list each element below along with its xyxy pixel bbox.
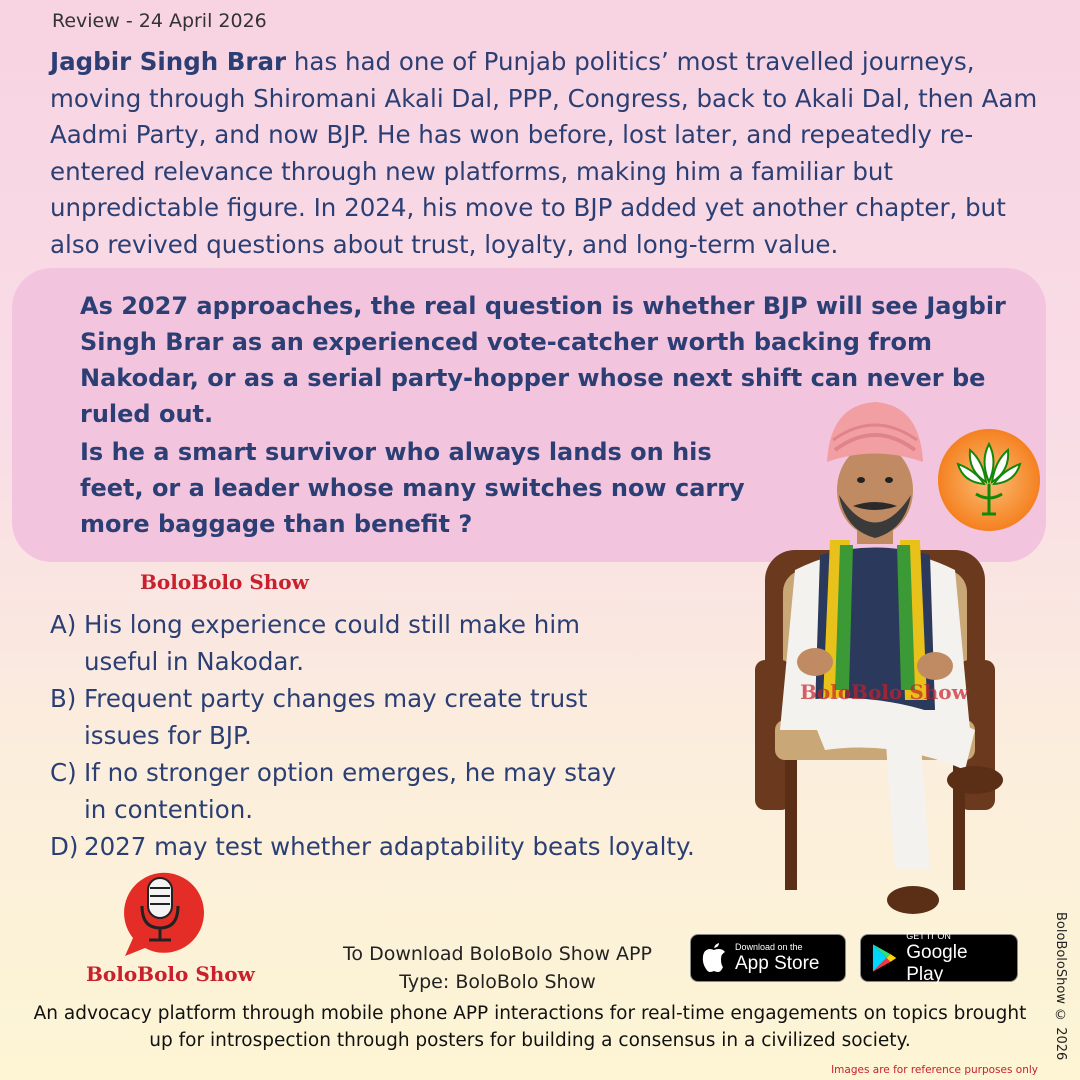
option-text: His long experience could still make him useful in Nakodar. (84, 610, 580, 676)
download-line-1: To Download BoloBolo Show APP (343, 943, 652, 965)
intro-name: Jagbir Singh Brar (50, 47, 287, 76)
app-store-label: App Store (735, 952, 820, 974)
watermark: BoloBolo Show (800, 680, 969, 704)
intro-paragraph (50, 44, 1050, 263)
app-store-small-label: Download on the (735, 941, 803, 952)
option-letter: A) (50, 610, 77, 639)
option-d[interactable] (50, 828, 750, 865)
intro-text: has had one of Punjab politics’ most travelled journeys, moving through Shiromani Akali Dal, PPP, Congress, back to Akali Dal, then Aam Aadmi Party, and now BJP. He has won before, lost later, and repeatedly re-entered relevance through new platforms, making him a familiar but unpredictable figure. In 2024, his move to BJP added yet another chapter, but also revived questions about trust, loyalty, and long-term value. (50, 47, 1038, 259)
microphone-icon (115, 868, 205, 958)
google-play-icon (871, 943, 898, 973)
option-letter: D) (50, 832, 79, 861)
option-letter: C) (50, 758, 77, 787)
option-c[interactable] (50, 754, 750, 828)
footer-text: An advocacy platform through mobile phone APP interactions for real-time engagements on topics brought up for introspection through posters for building a consensus in a civilized society. (33, 1003, 1027, 1051)
disclaimer: Images are for reference purposes only (831, 1064, 1038, 1076)
question-para-1: As 2027 approaches, the real question is whether BJP will see Jagbir Singh Brar as an experienced vote-catcher worth backing from Nakodar, or as a serial party-hopper whose next shift can never be ruled out. (80, 292, 1006, 428)
option-a[interactable] (50, 606, 750, 680)
brand-logo-text: BoloBolo Show (140, 570, 309, 594)
question-para-2: Is he a smart survivor who always lands on his feet, or a leader whose many switches now carry more baggage than benefit ? (80, 438, 745, 538)
google-play-small-label: GET IT ON (906, 930, 951, 941)
option-text: If no stronger option emerges, he may stay in contention. (84, 758, 617, 824)
google-play-label: Google Play (906, 941, 968, 985)
review-date: Review - 24 April 2026 (52, 10, 267, 32)
apple-icon (701, 943, 727, 973)
option-letter: B) (50, 684, 77, 713)
option-text: Frequent party changes may create trust issues for BJP. (84, 684, 588, 750)
option-text: 2027 may test whether adaptability beats loyalty. (84, 832, 695, 861)
download-line-2: Type: BoloBolo Show (399, 971, 596, 993)
brand-logo-bottom: BoloBolo Show (86, 962, 255, 986)
options-list (50, 606, 750, 865)
download-info (310, 940, 685, 996)
app-store-button[interactable] (690, 934, 846, 982)
google-play-button[interactable] (860, 930, 1018, 985)
copyright: BoloBoloShow © 2026 (1053, 912, 1068, 1061)
bjp-lotus-icon (938, 416, 1040, 544)
option-b[interactable] (50, 680, 750, 754)
